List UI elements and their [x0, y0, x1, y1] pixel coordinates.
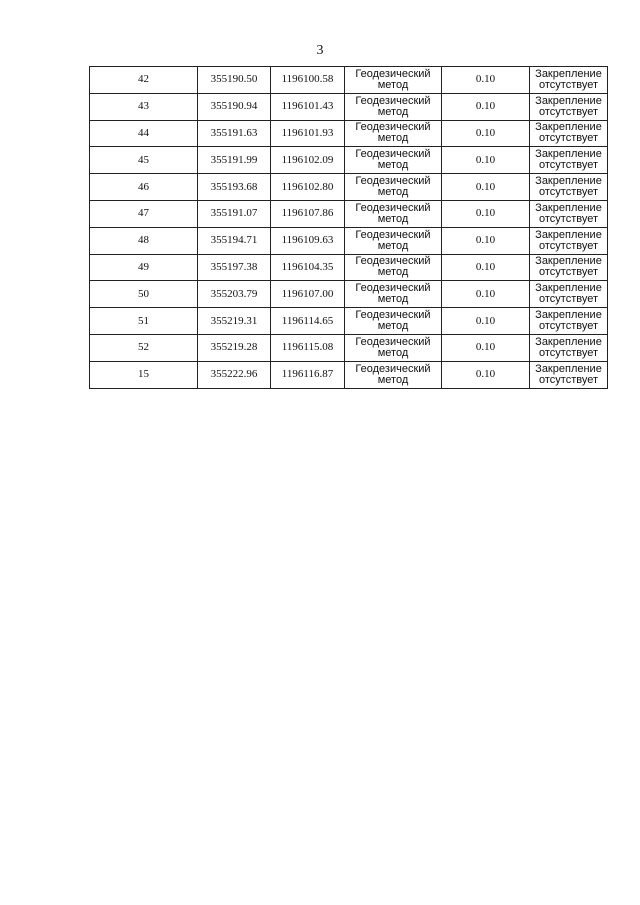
- accuracy-cell: 0.10: [442, 174, 530, 201]
- method-cell-line1: Геодезический: [355, 201, 431, 214]
- fixing-cell-line1: Закрепление: [535, 148, 602, 161]
- x-coordinate-cell: 355191.63: [198, 120, 271, 147]
- method-cell: [345, 361, 442, 388]
- method-cell-line2: метод: [377, 212, 409, 225]
- x-coordinate-cell: 355191.07: [198, 200, 271, 227]
- fixing-cell-line2: отсутствует: [538, 212, 598, 225]
- accuracy-cell: 0.10: [442, 334, 530, 361]
- fixing-cell-line1: Закрепление: [535, 201, 602, 214]
- y-coordinate-cell: 1196116.87: [271, 361, 345, 388]
- method-cell: [345, 200, 442, 227]
- method-cell-line2: метод: [377, 186, 409, 199]
- fixing-cell-line1: Закрепление: [535, 282, 602, 295]
- fixing-cell-line1: Закрепление: [535, 67, 602, 80]
- x-coordinate-cell: 355219.31: [198, 308, 271, 335]
- fixing-cell-line1: Закрепление: [535, 255, 602, 268]
- method-cell-line1: Геодезический: [355, 94, 431, 107]
- accuracy-cell: 0.10: [442, 67, 530, 94]
- x-coordinate-cell: 355191.99: [198, 147, 271, 174]
- method-cell-line1: Геодезический: [355, 335, 431, 348]
- fixing-cell: [530, 308, 608, 335]
- x-coordinate-cell: 355219.28: [198, 334, 271, 361]
- fixing-cell: [530, 334, 608, 361]
- x-coordinate-cell: 355197.38: [198, 254, 271, 281]
- method-cell-line1: Геодезический: [355, 148, 431, 161]
- fixing-cell: [530, 147, 608, 174]
- accuracy-cell: 0.10: [442, 147, 530, 174]
- method-cell-line1: Геодезический: [355, 255, 431, 268]
- accuracy-cell: 0.10: [442, 120, 530, 147]
- fixing-cell: [530, 254, 608, 281]
- table-row: [90, 281, 608, 308]
- method-cell: [345, 147, 442, 174]
- fixing-cell-line2: отсутствует: [538, 159, 598, 172]
- method-cell-line1: Геодезический: [355, 67, 431, 80]
- fixing-cell: [530, 200, 608, 227]
- method-cell-line2: метод: [377, 346, 409, 359]
- fixing-cell-line1: Закрепление: [535, 309, 602, 322]
- method-cell: [345, 334, 442, 361]
- y-coordinate-cell: 1196101.43: [271, 93, 345, 120]
- point-number-cell: 44: [90, 120, 198, 147]
- point-number-cell: 50: [90, 281, 198, 308]
- fixing-cell-line2: отсутствует: [538, 186, 598, 199]
- fixing-cell-line2: отсутствует: [538, 373, 598, 386]
- y-coordinate-cell: 1196102.80: [271, 174, 345, 201]
- x-coordinate-cell: 355193.68: [198, 174, 271, 201]
- table-row: [90, 147, 608, 174]
- fixing-cell-line2: отсутствует: [538, 239, 598, 252]
- point-number-cell: 43: [90, 93, 198, 120]
- y-coordinate-cell: 1196101.93: [271, 120, 345, 147]
- method-cell-line1: Геодезический: [355, 175, 431, 188]
- accuracy-cell: 0.10: [442, 200, 530, 227]
- method-cell-line2: метод: [377, 373, 409, 386]
- fixing-cell: [530, 361, 608, 388]
- method-cell: [345, 281, 442, 308]
- fixing-cell-line1: Закрепление: [535, 94, 602, 107]
- table-row: [90, 254, 608, 281]
- method-cell-line2: метод: [377, 320, 409, 333]
- method-cell-line1: Геодезический: [355, 362, 431, 375]
- table-row: [90, 67, 608, 94]
- point-number-cell: 48: [90, 227, 198, 254]
- y-coordinate-cell: 1196107.00: [271, 281, 345, 308]
- table-row: [90, 227, 608, 254]
- y-coordinate-cell: 1196102.09: [271, 147, 345, 174]
- method-cell-line1: Геодезический: [355, 309, 431, 322]
- point-number-cell: 45: [90, 147, 198, 174]
- table-row: [90, 93, 608, 120]
- method-cell: [345, 93, 442, 120]
- method-cell-line1: Геодезический: [355, 282, 431, 295]
- table-row: [90, 120, 608, 147]
- fixing-cell-line2: отсутствует: [538, 293, 598, 306]
- point-number-cell: 51: [90, 308, 198, 335]
- fixing-cell-line2: отсутствует: [538, 346, 598, 359]
- y-coordinate-cell: 1196115.08: [271, 334, 345, 361]
- y-coordinate-cell: 1196109.63: [271, 227, 345, 254]
- accuracy-cell: 0.10: [442, 308, 530, 335]
- fixing-cell-line2: отсутствует: [538, 320, 598, 333]
- fixing-cell-line1: Закрепление: [535, 228, 602, 241]
- method-cell: [345, 254, 442, 281]
- fixing-cell: [530, 93, 608, 120]
- fixing-cell-line1: Закрепление: [535, 175, 602, 188]
- method-cell-line2: метод: [377, 293, 409, 306]
- x-coordinate-cell: 355190.50: [198, 67, 271, 94]
- point-number-cell: 47: [90, 200, 198, 227]
- accuracy-cell: 0.10: [442, 361, 530, 388]
- accuracy-cell: 0.10: [442, 254, 530, 281]
- y-coordinate-cell: 1196114.65: [271, 308, 345, 335]
- page-number: 3: [316, 43, 324, 58]
- fixing-cell: [530, 120, 608, 147]
- table-row: [90, 361, 608, 388]
- table-row: [90, 308, 608, 335]
- x-coordinate-cell: 355222.96: [198, 361, 271, 388]
- y-coordinate-cell: 1196100.58: [271, 67, 345, 94]
- accuracy-cell: 0.10: [442, 93, 530, 120]
- fixing-cell: [530, 67, 608, 94]
- method-cell-line2: метод: [377, 78, 409, 91]
- method-cell: [345, 67, 442, 94]
- fixing-cell-line1: Закрепление: [535, 335, 602, 348]
- accuracy-cell: 0.10: [442, 227, 530, 254]
- method-cell-line2: метод: [377, 105, 409, 118]
- y-coordinate-cell: 1196107.86: [271, 200, 345, 227]
- point-number-cell: 46: [90, 174, 198, 201]
- point-number-cell: 49: [90, 254, 198, 281]
- method-cell: [345, 308, 442, 335]
- fixing-cell: [530, 227, 608, 254]
- fixing-cell: [530, 281, 608, 308]
- method-cell-line2: метод: [377, 266, 409, 279]
- method-cell: [345, 227, 442, 254]
- method-cell: [345, 120, 442, 147]
- method-cell: [345, 174, 442, 201]
- x-coordinate-cell: 355203.79: [198, 281, 271, 308]
- y-coordinate-cell: 1196104.35: [271, 254, 345, 281]
- table-row: [90, 200, 608, 227]
- fixing-cell-line2: отсутствует: [538, 105, 598, 118]
- method-cell-line2: метод: [377, 132, 409, 145]
- table-row: [90, 334, 608, 361]
- fixing-cell-line2: отсутствует: [538, 132, 598, 145]
- x-coordinate-cell: 355194.71: [198, 227, 271, 254]
- table-body: [90, 67, 608, 389]
- method-cell-line2: метод: [377, 239, 409, 252]
- point-number-cell: 52: [90, 334, 198, 361]
- fixing-cell-line1: Закрепление: [535, 362, 602, 375]
- method-cell-line1: Геодезический: [355, 228, 431, 241]
- point-number-cell: 15: [90, 361, 198, 388]
- x-coordinate-cell: 355190.94: [198, 93, 271, 120]
- coordinates-table: [89, 66, 608, 389]
- point-number-cell: 42: [90, 67, 198, 94]
- fixing-cell: [530, 174, 608, 201]
- accuracy-cell: 0.10: [442, 281, 530, 308]
- table-row: [90, 174, 608, 201]
- fixing-cell-line2: отсутствует: [538, 266, 598, 279]
- fixing-cell-line2: отсутствует: [538, 78, 598, 91]
- fixing-cell-line1: Закрепление: [535, 121, 602, 134]
- method-cell-line2: метод: [377, 159, 409, 172]
- method-cell-line1: Геодезический: [355, 121, 431, 134]
